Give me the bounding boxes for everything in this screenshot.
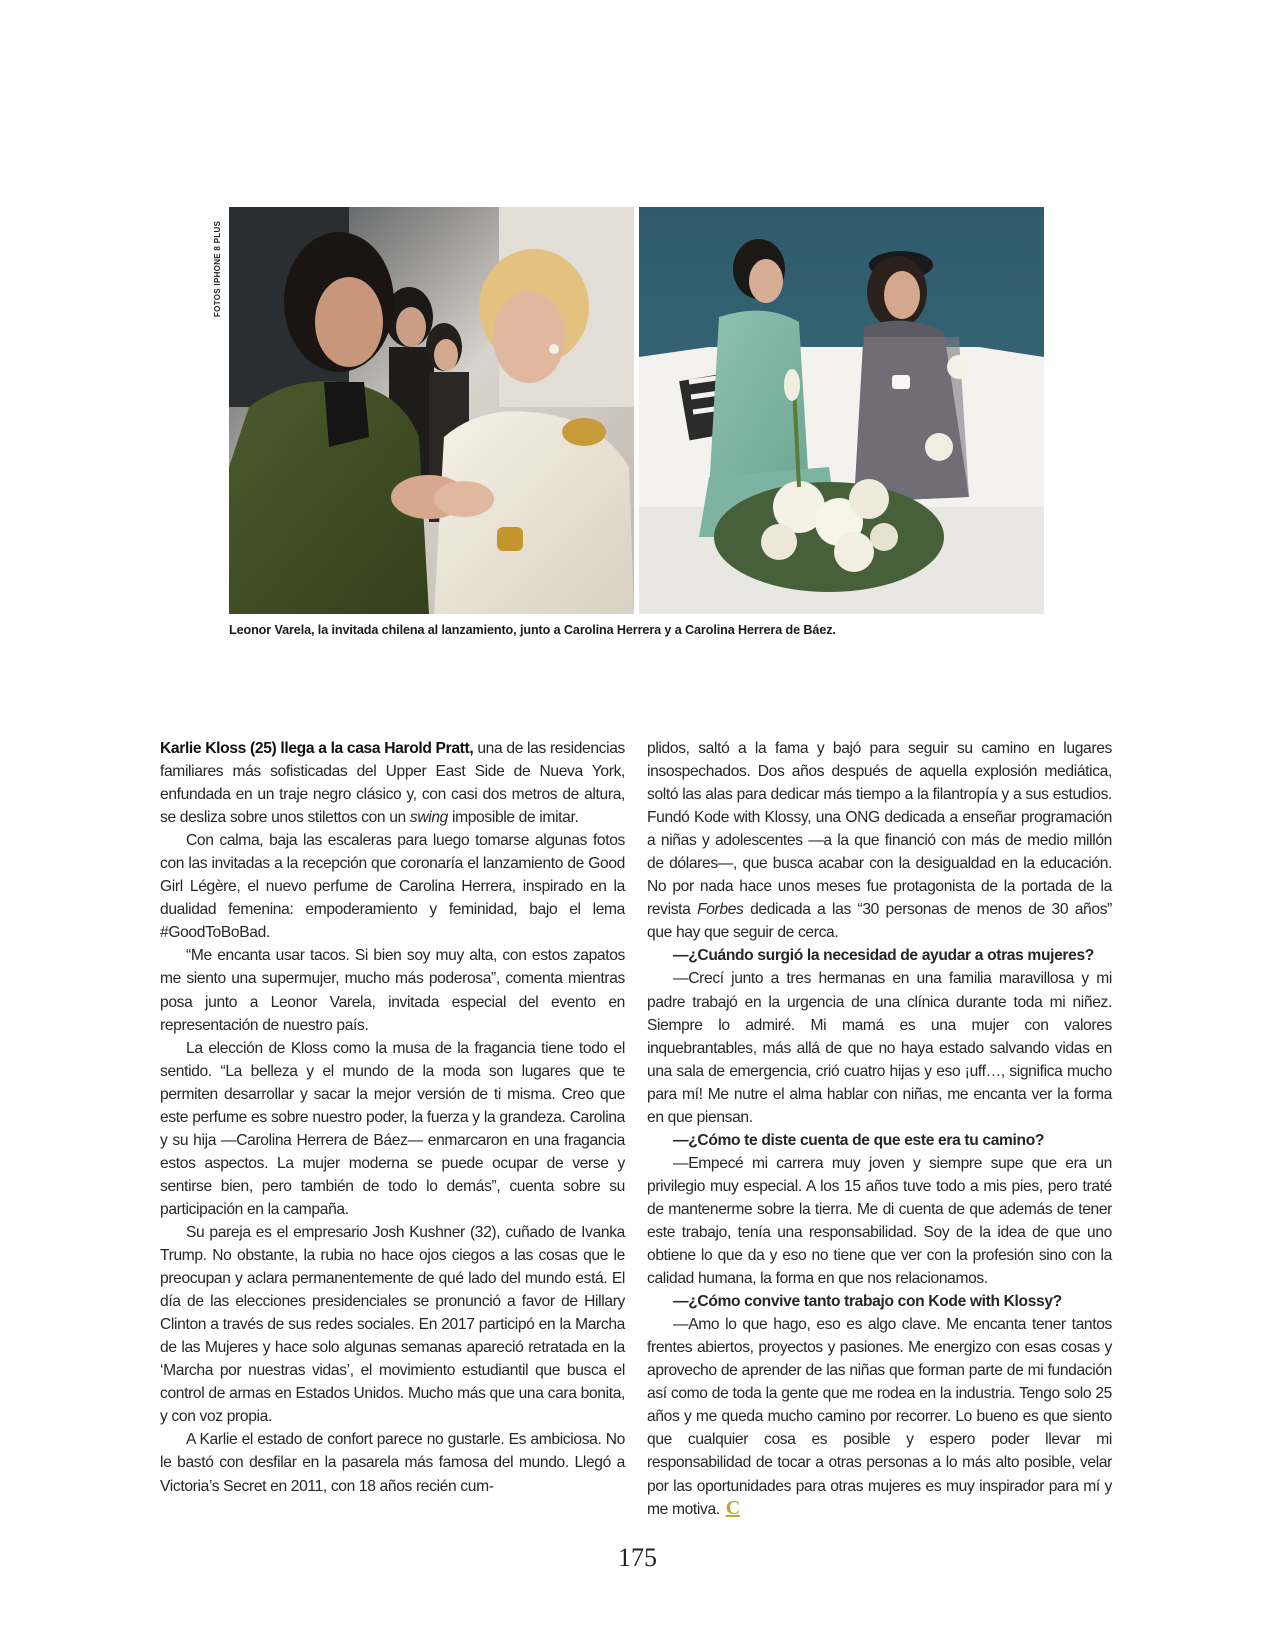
photo-credit: FOTOS IPHONE 8 PLUS bbox=[213, 220, 222, 317]
article-paragraph-2: Con calma, baja las escaleras para luego tomarse algunas fotos con las invitadas a la recepción que coronaría el lanzamiento de Good Girl Légère, el nuevo perfume de Carolina Herrera, inspirado en la dualidad femenina: empoderamiento y feminidad, bajo el lema #GoodToBoBad. bbox=[160, 832, 625, 942]
article-paragraph-5: Su pareja es el empresario Josh Kushner (32), cuñado de Ivanka Trump. No obstante, la rubia no hace ojos ciegos a las cosas que le preocupan y aclara permanentemente de qué lado del mundo está. El día de las elecciones presidenciales se pronunció a favor de Hillary Clinton a través de sus redes sociales. En 2017 participó en la Marcha de las Mujeres y hace solo algunas semanas apareció retratada en la ‘Marcha por nuestras vidas’, el movimiento estudiantil que busca el control de armas en Estados Unidos. Mucho más que una cara bonita, y con voz propia. bbox=[160, 1223, 625, 1426]
interview-answer-3: —Amo lo que hago, eso es algo clave. Me encanta tener tantos frentes abiertos, proyectos y pasiones. Me energizo con esas cosas y aprovecho de aprender de las niñas que forman parte de mi fundación así como de toda la gente que me rodea en la industria. Tengo solo 25 años y me queda mucho camino por recorrer. Lo bueno es que siento que cualquier cosa es posible y espero poder llevar mi responsabilidad de tocar a otras personas a lo más alto posible, velar por las oportunidades para otras mujeres es muy inspirador para mí y me motiva. C bbox=[647, 1316, 1112, 1519]
end-mark-icon: C bbox=[725, 1496, 740, 1519]
interview-answer-1: —Crecí junto a tres hermanas en una familia maravillosa y mi padre trabajó en la urgencia de una clínica durante toda mi niñez. Siempre lo admiré. Mi mamá es una mujer con valores inquebrantables, más allá de que no haya estado salvando vidas en una sala de emergencia, crió cuatro hijas y eso ¡uff…, significa mucho para mí! Me nutre el alma hablar con niñas, me encanta ver la forma en que piensan. bbox=[647, 970, 1112, 1126]
photo-two-women-on-sofa bbox=[639, 207, 1044, 614]
interview-question-3: —¿Cómo convive tanto trabajo con Kode with Klossy? bbox=[673, 1293, 1062, 1311]
article-paragraph-1: Karlie Kloss (25) llega a la casa Harold Pratt, una de las residencias familiares más sofisticadas del Upper East Side de Nueva York, enfundada en un traje negro clásico y, con casi dos metros de altura, se desliza sobre unos stilettos con un swing imposible de imitar. bbox=[160, 740, 625, 827]
article-paragraph-6-continued: plidos, saltó a la fama y bajó para seguir su camino en lugares insospechados. Dos años después de aquella explosión mediática, soltó las alas para dedicar más tiempo a la filantropía y a sus estudios. Fundó Kode with Klossy, una ONG dedicada a enseñar programación a niñas y adolescentes —a la que financió con más de medio millón de dólares—, que busca acabar con la desigualdad en la educación. No por nada hace unos meses fue protagonista de la portada de la revista Forbes dedicada a las “30 personas de menos de 30 años” que hay que seguir de cerca. bbox=[647, 740, 1112, 942]
article-paragraph-3: “Me encanta usar tacos. Si bien soy muy alta, con estos zapatos me siento una supermujer, mucho más poderosa”, comenta mientras posa junto a Leonor Varela, invitada especial del evento en representación de nuestro país. bbox=[160, 947, 625, 1034]
page-number: 175 bbox=[618, 1543, 657, 1572]
article-paragraph-4: La elección de Kloss como la musa de la fragancia tiene todo el sentido. “La belleza y el mundo de la moda son lugares que te permiten desarrollar y sacar la mejor versión de ti misma. Creo que este perfume es sobre nuestro poder, la fuerza y la grandeza. Carolina y su hija —Carolina Herrera de Báez— enmarcaron en una fragancia estos aspectos. La mujer moderna se puede ocupar de verse y sentirse bien, pero también de todo lo demás”, cuenta sobre su participación en la campaña. bbox=[160, 1039, 625, 1218]
article-column-left bbox=[160, 737, 625, 1498]
interview-question-1: —¿Cuándo surgió la necesidad de ayudar a otras mujeres? bbox=[673, 947, 1094, 965]
photo-right-illustration bbox=[639, 207, 1044, 614]
interview-question-2: —¿Cómo te diste cuenta de que este era tu camino? bbox=[673, 1131, 1045, 1149]
photo-leonor-varela-carolina-herrera bbox=[229, 207, 634, 614]
article-column-right bbox=[647, 737, 1112, 1521]
article-paragraph-6: A Karlie el estado de confort parece no gustarle. Es ambiciosa. No le bastó con desfilar en la pasarela más famosa del mundo. Llegó a Victoria’s Secret en 2011, con 18 años recién cum- bbox=[160, 1431, 625, 1495]
article-lead: Karlie Kloss (25) llega a la casa Harold Pratt, bbox=[160, 740, 474, 757]
interview-answer-2: —Empecé mi carrera muy joven y siempre supe que era un privilegio muy especial. A los 15 años tuve todo a mis pies, pero traté de mantenerme sobre la tierra. Me di cuenta de que además de tener este trabajo, tenía una responsabilidad. Soy de la idea de que uno obtiene lo que da y eso no tiene que ver con la profesión sino con la calidad humana, la forma en que nos relacionamos. bbox=[647, 1154, 1112, 1288]
photo-caption: Leonor Varela, la invitada chilena al lanzamiento, junto a Carolina Herrera y a Carolina Herrera de Báez. bbox=[229, 623, 836, 637]
photo-left-illustration bbox=[229, 207, 634, 614]
